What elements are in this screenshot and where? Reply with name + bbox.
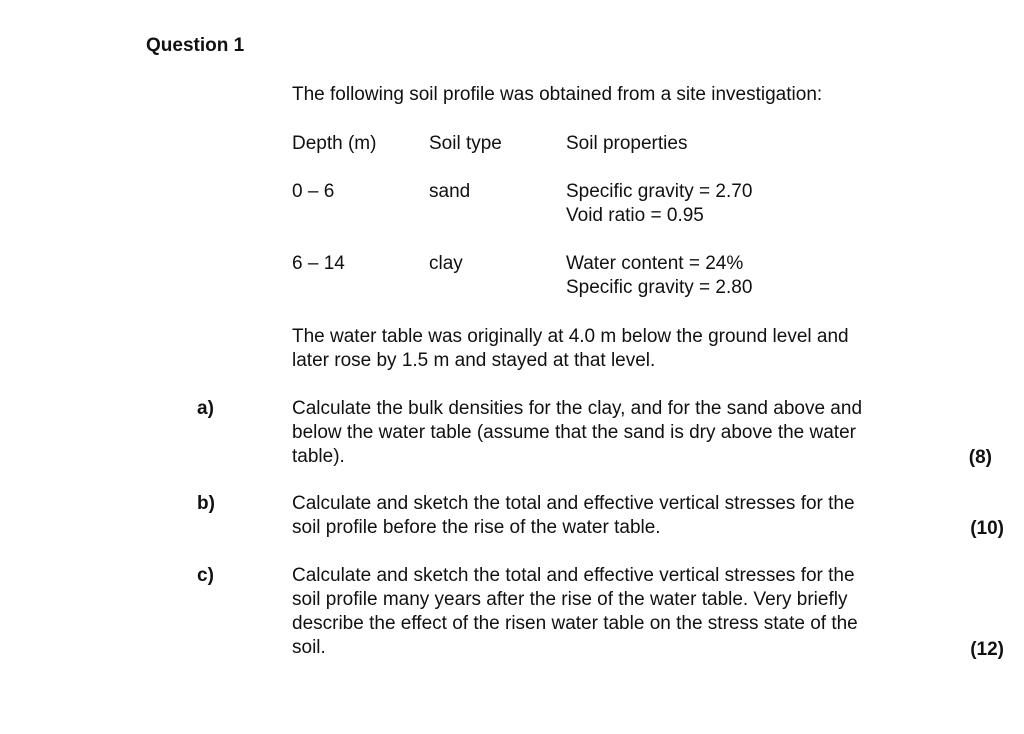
part-c-line: describe the effect of the risen water table on the stress state of the bbox=[292, 613, 858, 634]
part-b-text bbox=[292, 492, 855, 540]
header-soil-properties: Soil properties bbox=[566, 133, 688, 154]
part-b-label: b) bbox=[197, 493, 215, 514]
part-b-marks: (10) bbox=[970, 518, 1004, 539]
row-1-property: Void ratio = 0.95 bbox=[566, 205, 704, 226]
water-table-paragraph bbox=[292, 325, 849, 373]
part-c-line: soil. bbox=[292, 637, 326, 658]
part-c-line: Calculate and sketch the total and effective vertical stresses for the bbox=[292, 565, 855, 586]
part-b-line: Calculate and sketch the total and effective vertical stresses for the bbox=[292, 493, 855, 514]
question-title: Question 1 bbox=[146, 35, 245, 56]
row-2-soil-type: clay bbox=[429, 253, 463, 274]
intro-text: The following soil profile was obtained from a site investigation: bbox=[292, 84, 823, 105]
paragraph-line: The water table was originally at 4.0 m below the ground level and bbox=[292, 326, 849, 347]
part-c-marks: (12) bbox=[970, 639, 1004, 660]
part-c-label: c) bbox=[197, 565, 214, 586]
part-c-line: soil profile many years after the rise of the water table. Very briefly bbox=[292, 589, 848, 610]
paragraph-line: later rose by 1.5 m and stayed at that level. bbox=[292, 350, 656, 371]
row-1-soil-type: sand bbox=[429, 181, 471, 202]
row-2-property: Water content = 24% bbox=[566, 253, 744, 274]
part-c-text bbox=[292, 564, 858, 660]
part-a-line: Calculate the bulk densities for the clay, and for the sand above and bbox=[292, 398, 863, 419]
part-b-line: soil profile before the rise of the water table. bbox=[292, 517, 661, 538]
row-2-properties bbox=[566, 252, 752, 300]
part-a-line: below the water table (assume that the sand is dry above the water bbox=[292, 422, 856, 443]
row-2-property: Specific gravity = 2.80 bbox=[566, 277, 753, 298]
part-a-text bbox=[292, 397, 862, 469]
header-depth: Depth (m) bbox=[292, 133, 377, 154]
part-a-line: table). bbox=[292, 446, 345, 467]
part-a-label: a) bbox=[197, 398, 214, 419]
row-1-depth: 0 – 6 bbox=[292, 181, 335, 202]
row-2-depth: 6 – 14 bbox=[292, 253, 345, 274]
part-a-marks: (8) bbox=[968, 447, 992, 468]
row-1-property: Specific gravity = 2.70 bbox=[566, 181, 753, 202]
row-1-properties bbox=[566, 180, 752, 228]
header-soil-type: Soil type bbox=[429, 133, 502, 154]
